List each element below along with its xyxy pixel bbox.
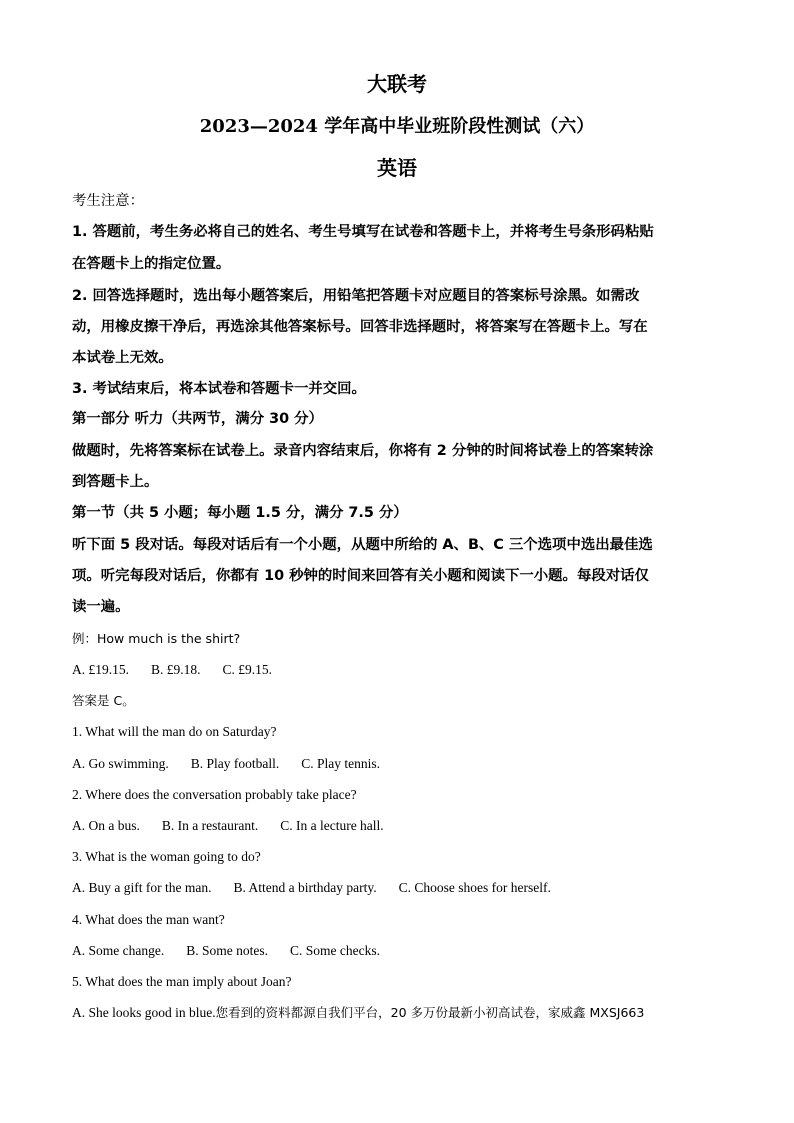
- question-5: 5. What does the man imply about Joan?: [72, 974, 292, 989]
- question-1-options: [72, 755, 732, 773]
- question-4: 4. What does the man want?: [72, 912, 225, 927]
- exam-title-year: 2023—2024 学年高中毕业班阶段性测试（六）: [199, 116, 595, 137]
- section-1-heading: 第一节（共 5 小题；每小题 1.5 分，满分 7.5 分）: [72, 505, 408, 521]
- example-option-a: A. £19.15.: [72, 662, 129, 677]
- question-1: 1. What will the man do on Saturday?: [72, 724, 277, 739]
- example-question: 例：How much is the shirt?: [72, 631, 241, 646]
- example-options: [72, 661, 732, 679]
- example-option-b: B. £9.18.: [151, 662, 201, 677]
- footer-watermark-text: 您看到的资料都源自我们平台，20 多万份最新小初高试卷，家威鑫 MXSJ663: [215, 1005, 645, 1020]
- question-2-options: [72, 817, 732, 835]
- question-2: 2. Where does the conversation probably take place?: [72, 787, 357, 802]
- q2-option-b: B. In a restaurant.: [161, 818, 259, 833]
- notice-item-2-line-1: 2. 回答选择题时，选出每小题答案后，用铅笔把答题卡对应题目的答案标号涂黑。如需改: [72, 288, 640, 304]
- section-1-instructions-line-3: 读一遍。: [72, 599, 130, 615]
- section-1-instructions-line-2: 项。听完每段对话后，你都有 10 秒钟的时间来回答有关小题和阅读下一小题。每段对话仅: [72, 568, 649, 584]
- q4-option-a: A. Some change.: [72, 943, 165, 958]
- q4-option-c: C. Some checks.: [290, 943, 380, 958]
- q1-option-a: A. Go swimming.: [72, 756, 169, 771]
- q1-option-b: B. Play football.: [190, 756, 280, 771]
- q5-option-a: A. She looks good in blue.: [72, 1005, 216, 1020]
- q3-option-b: B. Attend a birthday party.: [233, 880, 377, 895]
- part-1-instructions-line-1: 做题时，先将答案标在试卷上。录音内容结束后，你将有 2 分钟的时间将试卷上的答案转涂: [72, 443, 654, 459]
- exam-title-brand: 大联考: [367, 72, 427, 96]
- question-4-options: [72, 942, 732, 960]
- question-3: 3. What is the woman going to do?: [72, 849, 261, 864]
- q1-option-c: C. Play tennis.: [301, 756, 381, 771]
- exam-title-subject: 英语: [377, 156, 417, 180]
- notice-item-2-line-3: 本试卷上无效。: [72, 350, 173, 366]
- example-option-c: C. £9.15.: [222, 662, 273, 677]
- q3-option-c: C. Choose shoes for herself.: [398, 880, 551, 895]
- q3-option-a: A. Buy a gift for the man.: [72, 880, 212, 895]
- part-1-heading: 第一部分 听力（共两节，满分 30 分）: [72, 411, 323, 427]
- notice-item-1-line-1: 1. 答题前，考生务必将自己的姓名、考生号填写在试卷和答题卡上，并将考生号条形码粘贴: [72, 224, 654, 240]
- q2-option-a: A. On a bus.: [72, 818, 140, 833]
- q4-option-b: B. Some notes.: [186, 943, 268, 958]
- notice-item-2-line-2: 动，用橡皮擦干净后，再选涂其他答案标号。回答非选择题时，将答案写在答题卡上。写在: [72, 319, 648, 335]
- question-5-options: [72, 1004, 732, 1022]
- example-answer: 答案是 C。: [72, 693, 135, 708]
- notice-item-1-line-2: 在答题卡上的指定位置。: [72, 256, 231, 272]
- section-1-instructions-line-1: 听下面 5 段对话。每段对话后有一个小题，从题中所给的 A、B、C 三个选项中选出最佳选: [72, 537, 653, 553]
- question-3-options: [72, 879, 732, 897]
- q2-option-c: C. In a lecture hall.: [280, 818, 384, 833]
- notice-item-3: 3. 考试结束后，将本试卷和答题卡一并交回。: [72, 381, 366, 397]
- part-1-instructions-line-2: 到答题卡上。: [72, 474, 159, 490]
- notice-heading: 考生注意：: [72, 193, 144, 209]
